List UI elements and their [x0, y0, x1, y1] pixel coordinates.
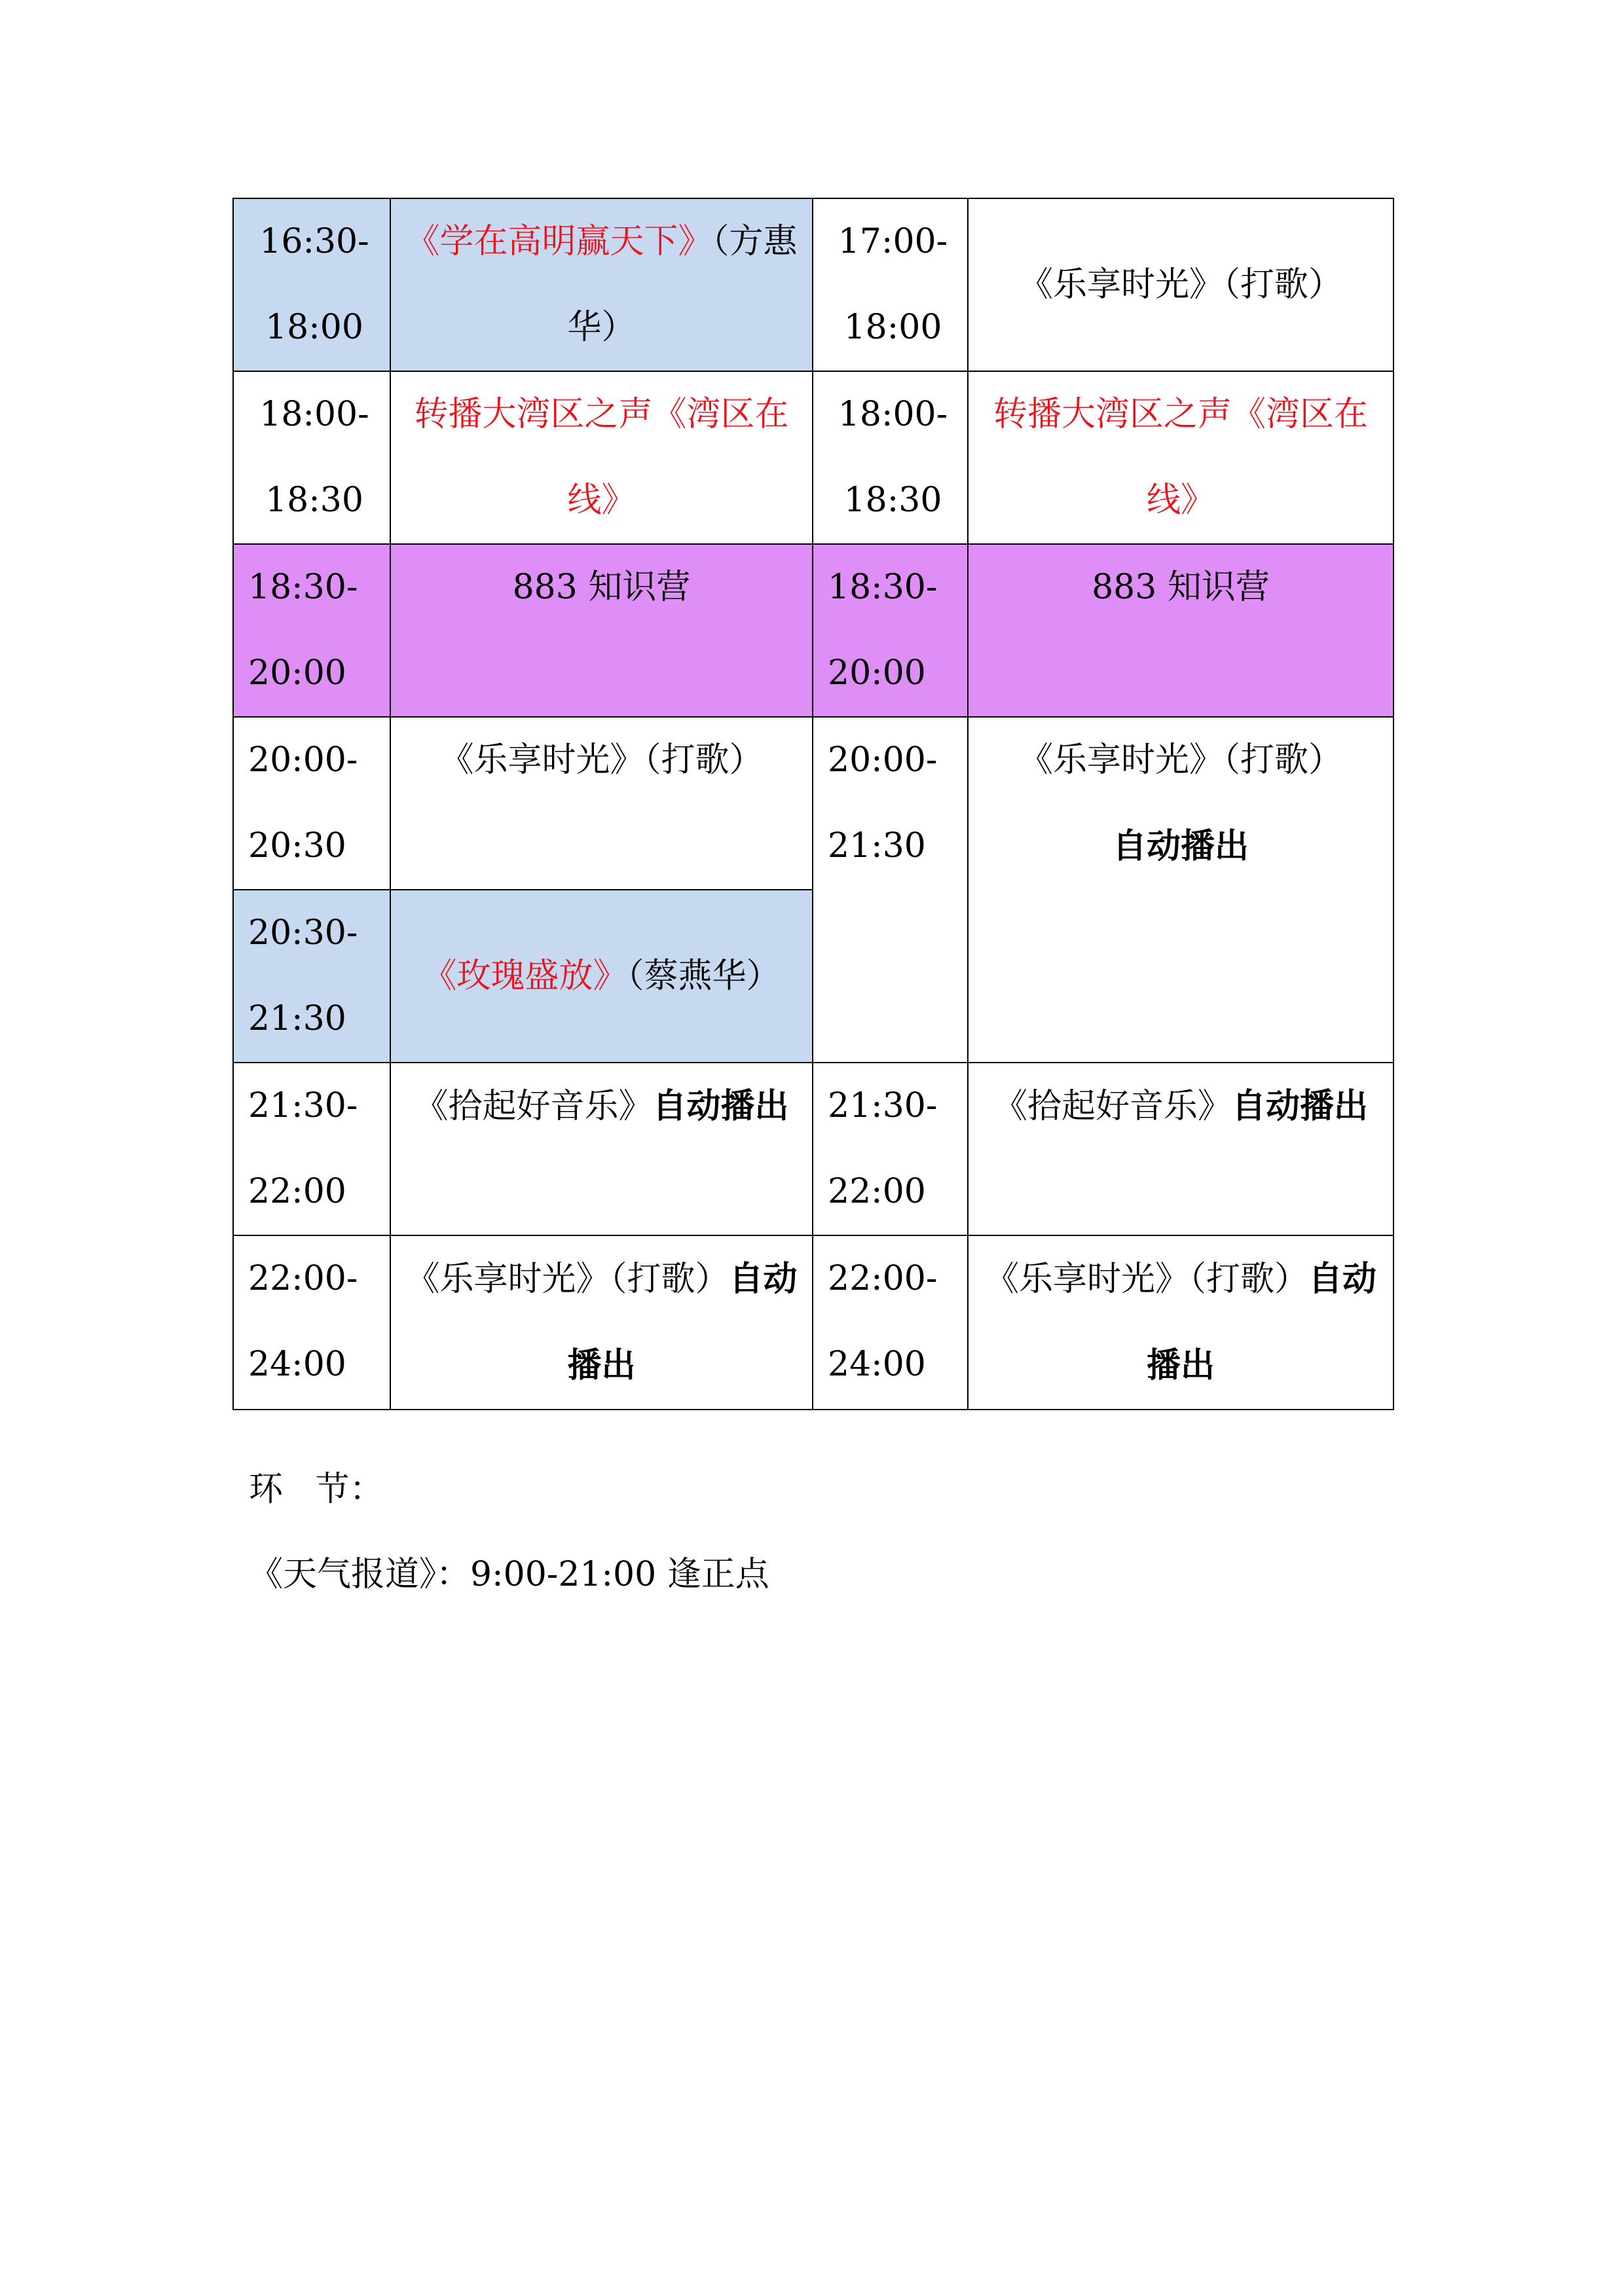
- program-title: 《拾起好音乐》: [993, 1087, 1232, 1126]
- time-cell: 20:00-21:30: [813, 717, 968, 1063]
- program-title: 《玫瑰盛放》: [422, 956, 627, 996]
- time-cell: 22:00-24:00: [233, 1235, 390, 1410]
- broadcast-mode: 自动播出: [1112, 826, 1249, 866]
- time-cell: 20:30-21:30: [233, 890, 390, 1063]
- segments-notes: [249, 1447, 769, 1617]
- program-cell: 转播大湾区之声《湾区在线》: [390, 371, 813, 544]
- program-cell: 883 知识营: [968, 544, 1393, 717]
- broadcast-mode: 自动播出: [1232, 1086, 1369, 1126]
- table-row: [233, 198, 1393, 371]
- weather-report-line: 《天气报道》：9:00-21:00 逢正点: [249, 1555, 769, 1594]
- time-cell: 21:30-22:00: [233, 1063, 390, 1235]
- program-cell: [390, 198, 813, 371]
- time-cell: 20:00-20:30: [233, 717, 390, 890]
- time-cell: 18:00-18:30: [813, 371, 968, 544]
- broadcast-mode: 自动播出: [567, 1259, 798, 1385]
- schedule-table: [232, 198, 1394, 1410]
- program-title: 《拾起好音乐》: [414, 1087, 653, 1126]
- broadcast-mode: 自动播出: [1146, 1259, 1377, 1385]
- time-cell: 18:00-18:30: [233, 371, 390, 544]
- host-name: （方惠华）: [567, 222, 798, 347]
- program-title: 《学在高明赢天下》: [405, 222, 712, 261]
- program-cell: 《乐享时光》（打歌）: [390, 717, 813, 890]
- table-row: [233, 371, 1393, 544]
- program-cell: [968, 1063, 1393, 1235]
- time-cell: 17:00-18:00: [813, 198, 968, 371]
- table-row: [233, 544, 1393, 717]
- program-cell: 《乐享时光》（打歌）: [968, 198, 1393, 371]
- time-cell: 22:00-24:00: [813, 1235, 968, 1410]
- broadcast-mode: 自动播出: [652, 1086, 789, 1126]
- program-cell: [390, 890, 813, 1063]
- program-cell: [968, 1235, 1393, 1410]
- table-row: [233, 1235, 1393, 1410]
- table-row: [233, 1063, 1393, 1235]
- program-title: 《乐享时光》（打歌）: [1018, 740, 1342, 780]
- time-cell: 21:30-22:00: [813, 1063, 968, 1235]
- program-cell: [390, 1063, 813, 1235]
- host-name: （蔡燕华）: [627, 956, 781, 996]
- program-cell: 883 知识营: [390, 544, 813, 717]
- time-cell: 18:30-20:00: [233, 544, 390, 717]
- program-cell: [390, 1235, 813, 1410]
- program-title: 《乐享时光》（打歌）: [984, 1260, 1308, 1299]
- program-cell: 转播大湾区之声《湾区在线》: [968, 371, 1393, 544]
- program-cell: [968, 717, 1393, 1063]
- program-title: 《乐享时光》（打歌）: [405, 1260, 729, 1299]
- segments-heading: 环 节：: [249, 1470, 384, 1509]
- time-cell: 16:30-18:00: [233, 198, 390, 371]
- time-cell: 18:30-20:00: [813, 544, 968, 717]
- table-row: [233, 717, 1393, 890]
